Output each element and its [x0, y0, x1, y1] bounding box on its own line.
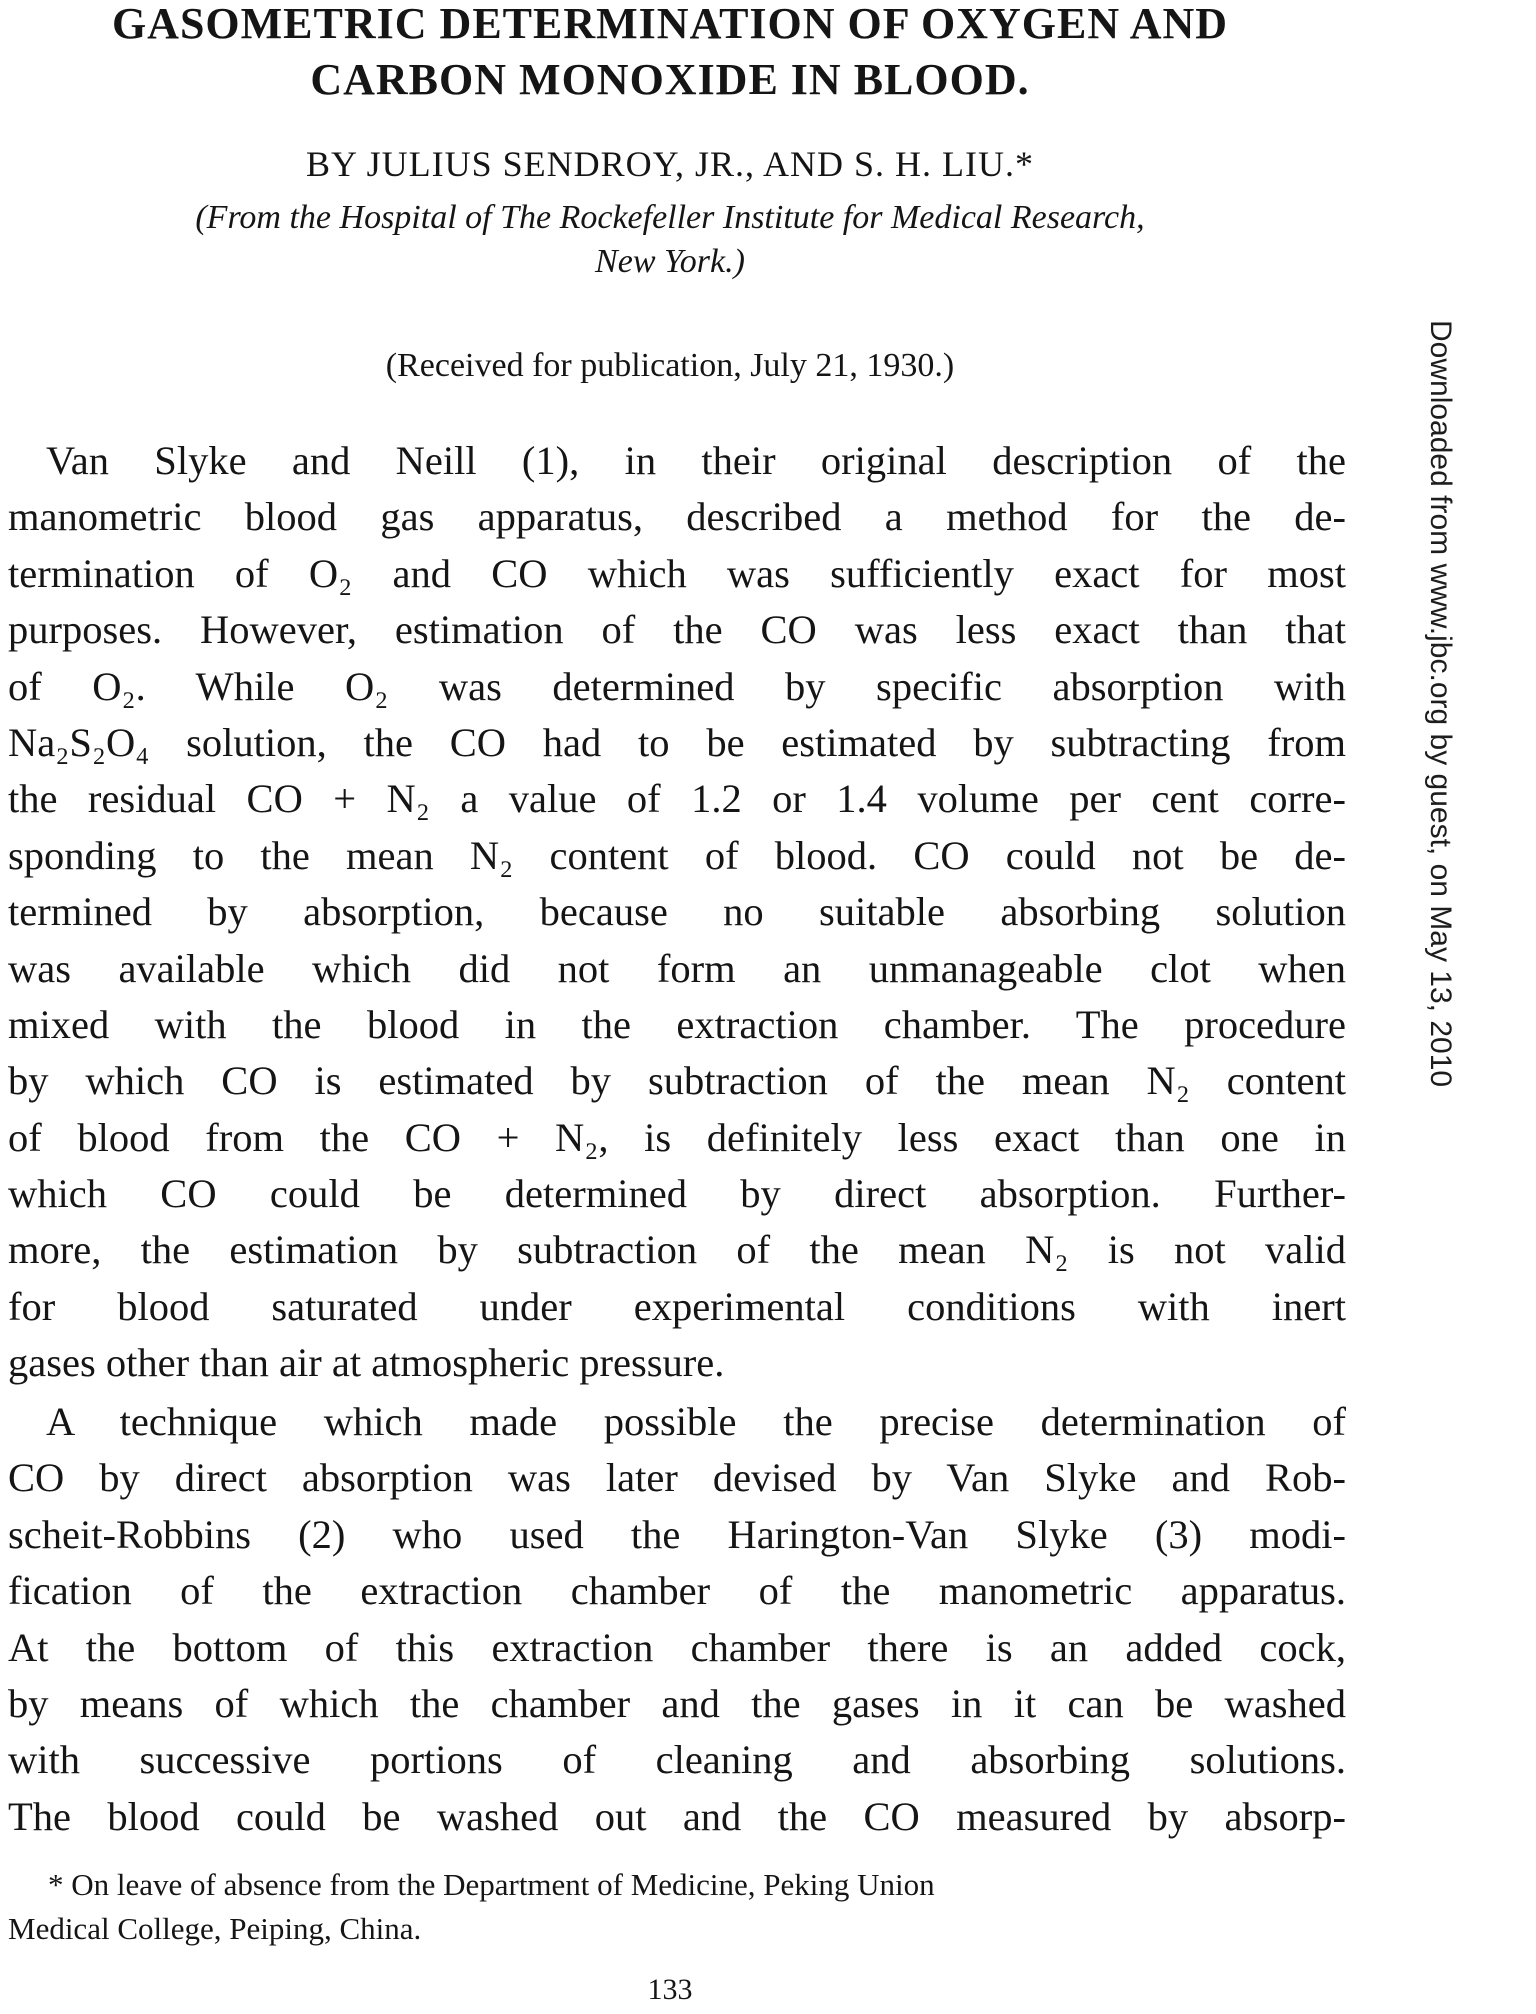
- paragraph-line: Na₂S₂O₄ solution, the CO had to be estimated by subtracting from: [8, 719, 1346, 765]
- footnote: [8, 1863, 1346, 1951]
- page-number: 133: [647, 1973, 693, 2006]
- affiliation: [60, 196, 1280, 284]
- paragraph-line: termination of O₂ and CO which was sufficiently exact for most: [8, 550, 1346, 596]
- article-title: [60, 0, 1280, 108]
- paragraph-line: A technique which made possible the precise determination of: [46, 1399, 1346, 1444]
- paragraph-line: Van Slyke and Neill (1), in their original description of the: [46, 438, 1346, 483]
- paragraph-line: of O₂. While O₂ was determined by specific absorption with: [8, 663, 1346, 709]
- paragraph-line: for blood saturated under experimental conditions with inert: [8, 1283, 1346, 1329]
- paragraph-line: termined by absorption, because no suitable absorbing solution: [8, 889, 1346, 935]
- paragraph-line: fication of the extraction chamber of the manometric apparatus.: [8, 1568, 1346, 1614]
- body-paragraph-1: [8, 433, 1346, 1392]
- title-line-2: CARBON MONOXIDE IN BLOOD.: [310, 55, 1030, 104]
- paragraph-line: purposes. However, estimation of the CO was less exact than that: [8, 607, 1346, 653]
- paragraph-line: mixed with the blood in the extraction chamber. The procedure: [8, 1001, 1346, 1047]
- author-byline: BY JULIUS SENDROY, JR., AND S. H. LIU.*: [305, 144, 1035, 184]
- paragraph-line: which CO could be determined by direct absorption. Further-: [8, 1171, 1346, 1217]
- paragraph-line: of blood from the CO + N₂, is definitely less exact than one in: [8, 1114, 1346, 1160]
- paragraph-line: the residual CO + N₂ a value of 1.2 or 1.4 volume per cent corre-: [8, 776, 1346, 822]
- paragraph-line: manometric blood gas apparatus, described a method for the de-: [8, 494, 1346, 540]
- paragraph-line: with successive portions of cleaning and absorbing solutions.: [8, 1737, 1346, 1783]
- paragraph-line: The blood could be washed out and the CO measured by absorp-: [8, 1793, 1346, 1839]
- footnote-line-2: Medical College, Peiping, China.: [8, 1911, 422, 1946]
- title-line-1: GASOMETRIC DETERMINATION OF OXYGEN AND: [111, 0, 1229, 48]
- received-date: (Received for publication, July 21, 1930.): [385, 347, 955, 384]
- paragraph-line: sponding to the mean N₂ content of blood. CO could not be de-: [8, 832, 1346, 878]
- paragraph-line: At the bottom of this extraction chamber there is an added cock,: [8, 1624, 1346, 1670]
- paragraph-line: CO by direct absorption was later devised by Van Slyke and Rob-: [8, 1455, 1346, 1501]
- paragraph-line: scheit-Robbins (2) who used the Harington-Van Slyke (3) modi-: [8, 1511, 1346, 1557]
- paragraph-line: more, the estimation by subtraction of the mean N₂ is not valid: [8, 1227, 1346, 1273]
- body-paragraph-2: [8, 1394, 1346, 1845]
- footnote-line-1: * On leave of absence from the Department of Medicine, Peking Union: [48, 1867, 935, 1902]
- download-watermark: Downloaded from www.jbc.org by guest, on May 13, 2010: [1424, 320, 1457, 1088]
- paragraph-line: by which CO is estimated by subtraction of the mean N₂ content: [8, 1058, 1346, 1104]
- paragraph-line: was available which did not form an unmanageable clot when: [8, 945, 1346, 991]
- affiliation-line-1: (From the Hospital of The Rockefeller Institute for Medical Research,: [195, 199, 1145, 236]
- paragraph-line: gases other than air at atmospheric pressure.: [8, 1340, 725, 1386]
- affiliation-line-2: New York.): [595, 243, 745, 280]
- paragraph-line: by means of which the chamber and the gases in it can be washed: [8, 1680, 1346, 1726]
